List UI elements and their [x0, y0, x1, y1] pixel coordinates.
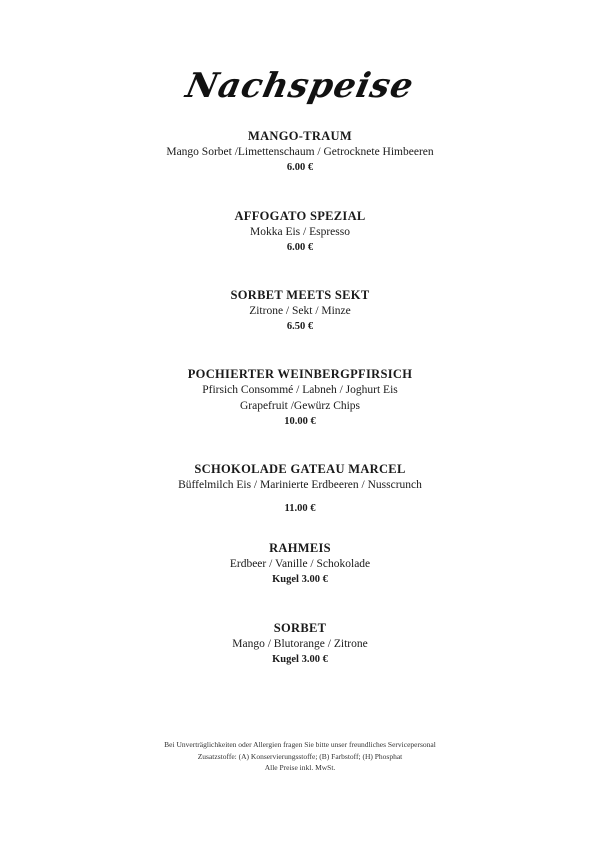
item-name: SORBET: [273, 621, 327, 635]
additives-note: Zusatzstoffe: (A) Konservierungsstoffe; (B) Farbstoff; (H) Phosphat: [197, 751, 403, 761]
item-name: RAHMEIS: [269, 541, 331, 555]
item-price: 11.00 €: [284, 503, 316, 514]
item-description: Grapefruit /Gewürz Chips: [239, 400, 361, 412]
menu-item-sorbet: [0, 620, 600, 668]
item-price: 10.00 €: [284, 416, 316, 427]
item-price: 6.00 €: [286, 162, 314, 173]
menu-item-pochierter-weinbergpfirsich: [0, 366, 600, 430]
item-name: SCHOKOLADE GATEAU MARCEL: [194, 462, 406, 476]
item-price: Kugel 3.00 €: [272, 654, 328, 665]
footer-notes: [0, 739, 600, 774]
item-name: POCHIERTER WEINBERGPFIRSICH: [187, 367, 413, 381]
page-title: Nachspeise: [182, 66, 418, 106]
item-description: Pfirsich Consommé / Labneh / Joghurt Eis: [202, 384, 398, 396]
menu-item-schokolade-gateau-marcel: [0, 461, 600, 517]
item-name: MANGO-TRAUM: [248, 129, 352, 143]
menu-item-mango-traum: [0, 128, 600, 176]
vat-note: Alle Preise inkl. MwSt.: [264, 763, 336, 772]
item-description: Zitrone / Sekt / Minze: [249, 305, 351, 317]
item-price: 6.50 €: [286, 321, 314, 332]
menu-item-rahmeis: [0, 540, 600, 588]
item-description: Büffelmilch Eis / Marinierte Erdbeeren / Nusscrunch: [178, 479, 422, 491]
item-price: 6.00 €: [286, 242, 314, 253]
item-description: Mango / Blutorange / Zitrone: [232, 638, 368, 650]
menu-item-sorbet-meets-sekt: [0, 287, 600, 335]
item-name: AFFOGATO SPEZIAL: [234, 209, 366, 223]
item-price: Kugel 3.00 €: [272, 574, 328, 585]
menu-item-affogato-spezial: [0, 208, 600, 256]
item-description: Mango Sorbet /Limettenschaum / Getrocknete Himbeeren: [166, 146, 434, 158]
item-description: Mokka Eis / Espresso: [250, 226, 350, 238]
item-description: Erdbeer / Vanille / Schokolade: [229, 558, 371, 570]
item-name: SORBET MEETS SEKT: [230, 288, 370, 302]
allergy-note: Bei Unverträglichkeiten oder Allergien fragen Sie bitte unser freundliches Servicepersonal: [164, 740, 436, 749]
